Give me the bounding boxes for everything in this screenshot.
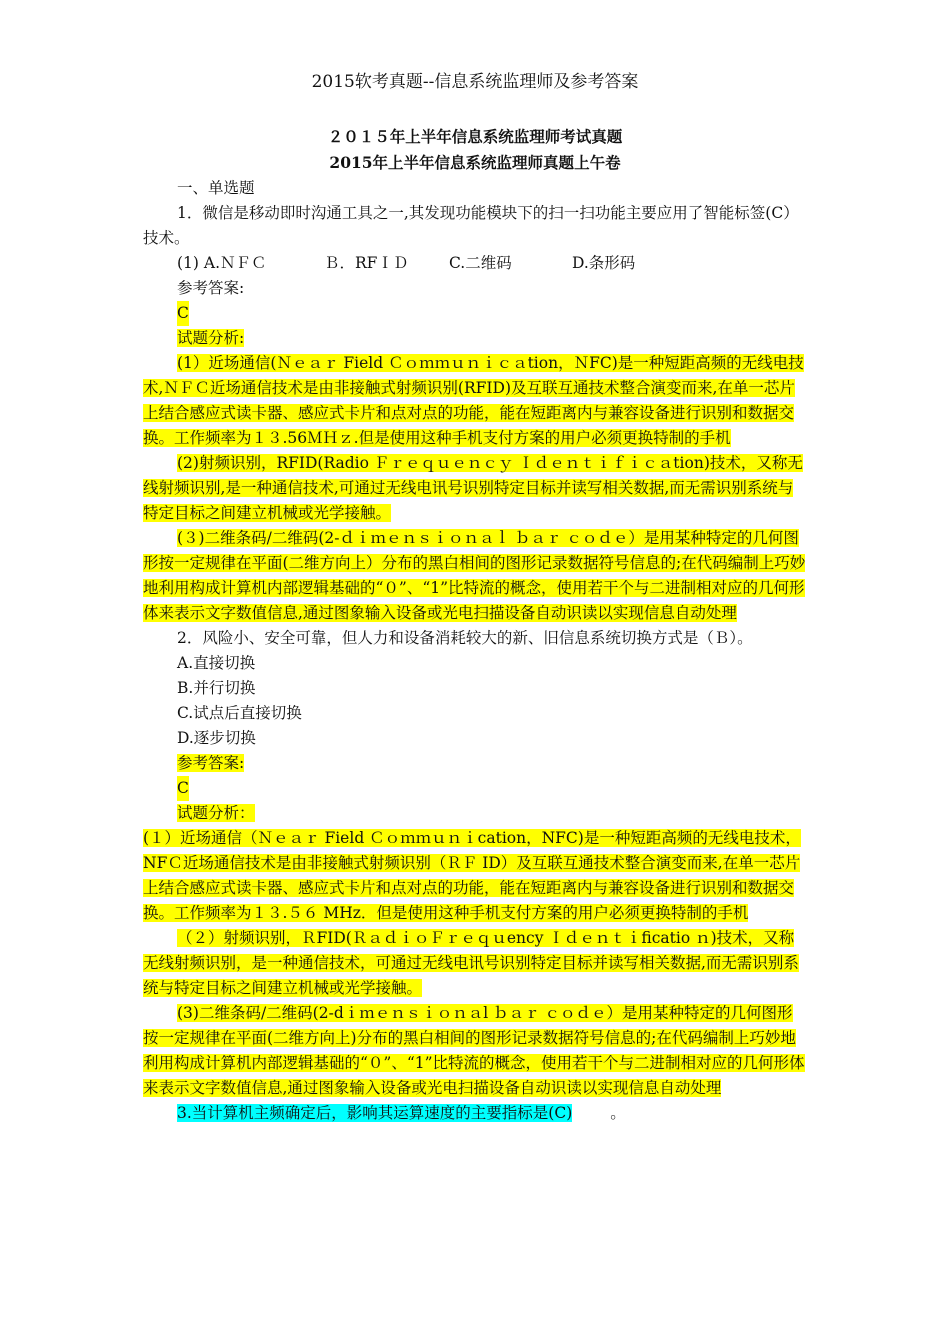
document-title: 2015软考真题--信息系统监理师及参考答案 [311, 72, 639, 92]
question-1-options [143, 251, 808, 276]
option-c: C.试点后直接切换 [177, 704, 302, 722]
analysis-paragraph: （２）射频识别，ＲFID(ＲａｄｉｏＦｒｅｑｕency Ｉｄｅｎｔｉficatio ｎ)技术，又称无线射频识别，是一种通信技术，可通过无线电讯号识别特定目标并读写相关数据,而无需识别系统与特定目标之间建立机械或光学接触。 [143, 929, 799, 997]
analysis-paragraph: (１）近场通信（Ｎｅａｒ Field Ｃｏｍｍｕｎｉcation，NFC)是一种短距高频的无线电技术，NFＣ近场通信技术是由非接触式射频识别（ＲＦ ID）及互联互通技术整合演变而来,在单一芯片上结合感应式读卡器、感应式卡片和点对点的功能，能在短距离内与兼容设备进行识别和数据交换。工作频率为１３.５６ MHz．但是使用这种手机支付方案的用户必须更换特制的手机 [143, 829, 801, 922]
option-d: D.条形码 [572, 254, 636, 272]
exam-subtitle: 2015年上半年信息系统监理师真题上午卷 [329, 153, 621, 172]
exam-title: ２０１５年上半年信息系统监理师考试真题 [327, 127, 623, 146]
question-1-stem: 1．微信是移动即时沟通工具之一,其发现功能模块下的扫一扫功能主要应用了智能标签(C）技术。 [143, 204, 799, 247]
option-b: Ｂ．RFＩＤ [324, 254, 409, 272]
option-d: D.逐步切换 [177, 729, 256, 747]
answer-label: 参考答案: [177, 279, 245, 297]
answer-value: C [177, 301, 189, 326]
analysis-paragraph: (2)射频识别，RFID(Radio Ｆｒｅｑｕｅｎｃｙ Ｉｄｅｎｔｉｆｉｃａtion)技术，又称无线射频识别,是一种通信技术,可通过无线电讯号识别特定目标并读写相关数据,而无需识别系统与特定目标之间建立机械或光学接触。 [143, 454, 803, 522]
option-a: A.直接切换 [177, 654, 256, 672]
analysis-label: 试题分析： [177, 804, 255, 822]
question-2-stem: 2．风险小、安全可靠，但人力和设备消耗较大的新、旧信息系统切换方式是（Ｂ）。 [177, 629, 753, 647]
question-3-tail: 。 [610, 1104, 626, 1122]
option-c: C.二维码 [449, 254, 512, 272]
option-b: B.并行切换 [177, 679, 256, 697]
analysis-paragraph: (3)二维条码/二维码(2-dｉｍｅｎｓｉｏｎａl ｂａｒ ｃｏｄｅ）是用某种特定的几何图形按一定规律在平面(二维方向上)分布的黑白相间的图形记录数据符号信息的;在代码编制上巧妙地利用构成计算机内部逻辑基础的“０”、“1”比特流的概念，使用若干个与二进制相对应的几何形体来表示文字数值信息,通过图象输入设备或光电扫描设备自动识读以实现信息自动处理 [143, 1004, 805, 1097]
section-heading: 一、单选题 [177, 179, 255, 197]
document-body [143, 176, 808, 1126]
analysis-paragraph: (1）近场通信(Ｎｅａｒ Field Ｃｏｍｍｕｎｉｃａtion，ＮFC)是一种短距高频的无线电技术,ＮＦＣ近场通信技术是由非接触式射频识别(RFID)及互联互通技术整合演变而来,在单一芯片上结合感应式读卡器、感应式卡片和点对点的功能，能在短距离内与兼容设备进行识别和数据交换。工作频率为１３.56ＭＨｚ.但是使用这种手机支付方案的用户必须更换特制的手机 [143, 354, 804, 447]
answer-value: C [177, 776, 189, 801]
answer-label: 参考答案: [177, 754, 245, 772]
analysis-label: 试题分析: [177, 329, 245, 347]
analysis-paragraph: (３)二维条码/二维码(2-ｄｉｍｅｎｓｉｏｎａｌ ｂａｒ ｃｏｄｅ）是用某种特定的几何图形按一定规律在平面(二维方向上）分布的黑白相间的图形记录数据符号信息的;在代码编制上巧妙地利用构成计算机内部逻辑基础的“０”、“1”比特流的概念，使用若干个与二进制相对应的几何形体来表示文字数值信息,通过图象输入设备或光电扫描设备自动识读以实现信息自动处理 [143, 529, 806, 622]
question-3-stem: 3.当计算机主频确定后，影响其运算速度的主要指标是(C) [177, 1104, 573, 1122]
option-a: (1) A.ＮＦＣ [177, 254, 267, 272]
